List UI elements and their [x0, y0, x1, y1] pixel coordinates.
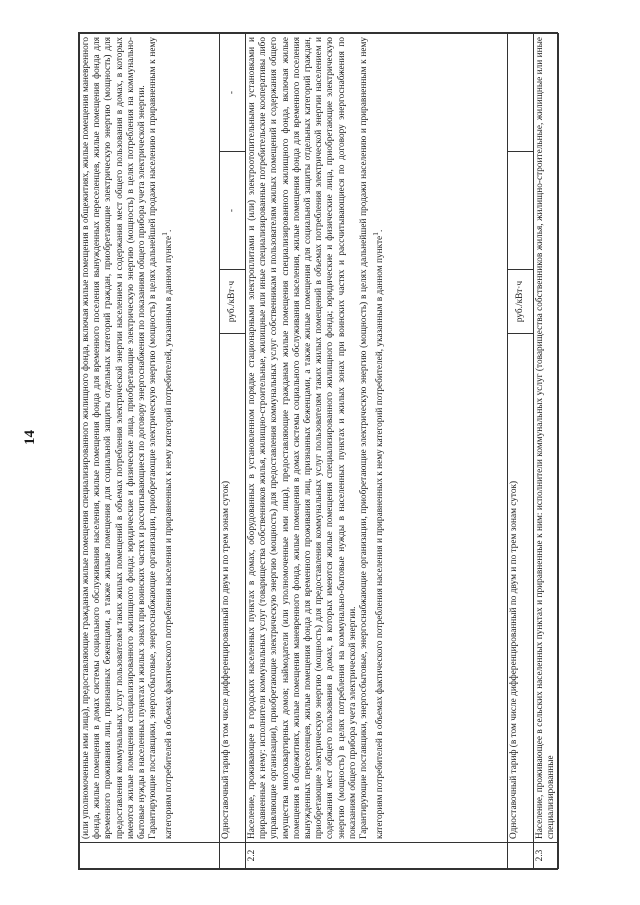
tariff-label: Одноставочный тариф (в том числе дифференцированный по двум и по трем зонам суток): [508, 334, 534, 843]
row-text-suppliers: Гарантирующие поставщики, энергосбытовые, энергоснабжающие организации, приобретающие электрическую энергию (мощность) в целях дальнейшей продажи населению и приравненным к нему категориям потребителей в объемах фактического потребления населения и приравненных к нему категорий потребителей, указанным в данном пункте$^1$.: [148, 37, 175, 839]
row-description: [534, 34, 559, 843]
tariff-label: Одноставочный тариф (в том числе дифференцированный по двум и по трем зонам суток): [220, 334, 246, 843]
tariff-unit: руб./кВт·ч: [220, 270, 246, 334]
row-number: 2.2: [246, 843, 508, 869]
tariff-value-2: [508, 34, 534, 152]
row-description: [246, 34, 508, 843]
tariff-value-2: -: [220, 34, 246, 152]
row-description: [80, 34, 220, 843]
row-number: 2.3: [534, 843, 559, 869]
tariff-unit: руб./кВт·ч: [508, 270, 534, 334]
row-text: (или уполномоченные ими лица), предоставляющие гражданам жилые помещения специализированного жилищного фонда, включая жилые помещения в общежитиях, жилые помещения маневренного фонда, жилые помещения в домах системы социального обслуживания населения, жилые помещения фонда для временного поселения вынужденных переселенцев, жилые помещения фонда для временного проживания лиц, признанных беженцами, а также жилые помещения для социальной защиты отдельных категорий граждан, приобретающие электрическую энергию (мощность) для предоставления коммунальных услуг пользователям таких жилых помещений в объемах потребления электрической энергии населением и содержания мест общего пользования в домах, в которых имеются жилые помещения специализированного жилищного фонда; юридические и физические лица, приобретающие электрическую энергию (мощность) в целях потребления на коммунально-бытовые нужды в населенных пунктах и жилых зонах при воинских частях и рассчитывающиеся по договору энергоснабжения по показаниям общего прибора учета электрической энергии.: [81, 37, 148, 839]
page-number: 14: [22, 430, 38, 445]
tariff-value-1: -: [220, 152, 246, 270]
tariff-value-1: [508, 152, 534, 270]
row-number: [80, 843, 220, 869]
row-text: Население, проживающее в сельских населенных пунктах и приравненные к ним: исполнители коммунальных услуг (товарищества собственников жилья, жилищно-строительные, жилищные или иные специализированные: [535, 37, 557, 839]
row-text: Население, проживающее в городских населенных пунктах в домах, оборудованных в установленном порядке стационарными электроплитами и (или) электроотопительными установками и приравненные к нему: исполнители коммунальных услуг (товарищества собственников жилья, жилищно-строительные, жилищные или иные специализированные потребительские кооперативы либо управляющие организации), приобретающие электрическую энергию (мощность) для предоставления коммунальных услуг собственникам и пользователям жилых помещений и содержания общего имущества многоквартирных домов; наймодатели (или уполномоченные ими лица), предоставляющие гражданам жилые помещения специализированного жилищного фонда, включая жилые помещения в общежитиях, жилые помещения маневренного фонда, жилые помещения в домах системы социального обслуживания населения, жилые помещения фонда для временного поселения вынужденных переселенцев, жилые помещения фонда для временного проживания лиц, признанных беженцами, а также жилые помещения для социальной защиты отдельных категорий граждан, приобретающие электрическую энергию (мощность) для предоставления коммунальных услуг пользователям таких жилых помещений в объемах потребления электрической энергии населением и содержания мест общего пользования в домах, в которых имеются жилые помещения специализированного жилищного фонда; юридические и физические лица, приобретающие электрическую энергию (мощность) в целях потребления на коммунально-бытовые нужды в населенных пунктах и жилых зонах при воинских частях и рассчитывающиеся по договору энергоснабжения по показаниям общего прибора учета электрической энергии.: [247, 37, 358, 839]
row-text-suppliers: Гарантирующие поставщики, энергосбытовые, энергоснабжающие организации, приобретающие электрическую энергию (мощность) в целях дальнейшей продажи населению и приравненным к нему категориям потребителей в объемах фактического потребления населения и приравненных к нему категорий потребителей, указанным в данном пункте$^1$.: [359, 37, 386, 839]
tariff-table: [78, 32, 558, 870]
